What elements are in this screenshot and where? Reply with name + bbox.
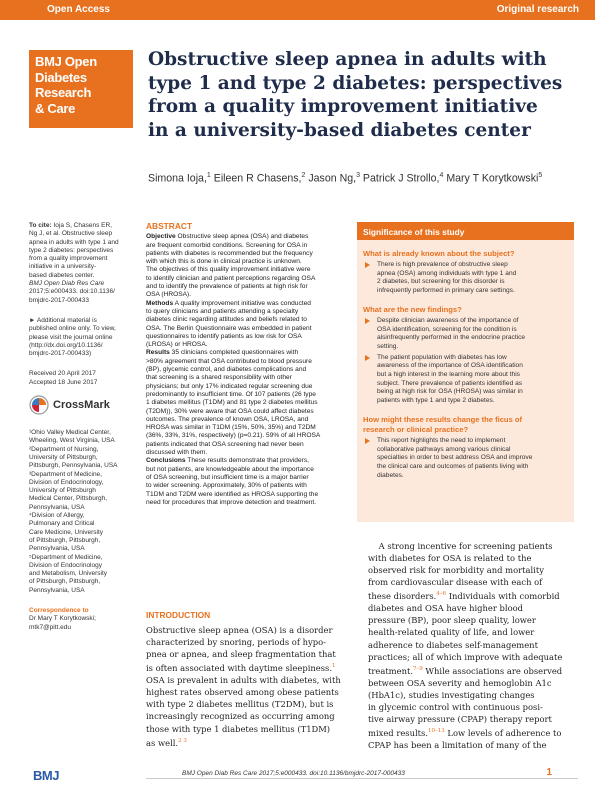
abstract-line: to identify clinician and patient perceptions regarding OSA bbox=[146, 274, 316, 282]
crossmark-badge[interactable] bbox=[29, 395, 135, 415]
affiliation-line: Division of Endocrinology bbox=[29, 561, 102, 569]
received-date: Received 20 April 2017 bbox=[29, 370, 96, 378]
abstract-line: HROSA was similar in T1DM (15%, 50%, 35%) and T2DM bbox=[146, 424, 316, 432]
title-line: Obstructive sleep apnea in adults with bbox=[148, 49, 547, 70]
affiliation-line: Division of Endocrinology, bbox=[29, 478, 104, 486]
abstract-results bbox=[146, 349, 350, 457]
journal-logo-line: BMJ Open bbox=[35, 54, 97, 69]
abstract bbox=[146, 222, 350, 507]
abstract-line: that screening is a shared responsibility with other bbox=[146, 374, 292, 382]
abstract-line: 1 diabetes mellitus (T1DM) and 81 type 2 diabetes mellitus bbox=[146, 399, 318, 407]
additional-material-note bbox=[29, 317, 135, 358]
introduction-heading: INTRODUCTION bbox=[146, 610, 211, 620]
cite-line: bmjdrc-2017-000433 bbox=[29, 296, 89, 304]
abstract-line: OSA. The Berlin Questionnaire was embedded in patient bbox=[146, 324, 312, 332]
reference-mark[interactable]: 2 3 bbox=[178, 737, 187, 744]
affiliation-line: Pittsburgh, Pennsylvania, USA bbox=[29, 462, 118, 470]
abstract-line: The objectives of this quality improvement initiative were bbox=[146, 266, 311, 274]
cite-line: initiative in a university- bbox=[29, 263, 97, 271]
cite-line: BMJ Open Diab Res Care bbox=[29, 280, 105, 288]
affiliation-line: University of Pittsburgh, bbox=[29, 453, 98, 461]
significance-question: How might these results change the ficus of research or clinical practice? bbox=[363, 414, 523, 434]
article-dates bbox=[29, 370, 135, 387]
abstract-line: These results demonstrate that providers, bbox=[185, 457, 309, 465]
abstract-section-label: Methods bbox=[146, 299, 174, 307]
affiliation-line: Wheeling, West Virginia, USA bbox=[29, 437, 115, 445]
abstract-line: (T2DM)), 30% were aware that OSA could affect diabetes bbox=[146, 407, 314, 415]
significance-bullet: The patient population with diabetes has low awareness of the importance of OSA identification but a high interest in the learning more about this subject. There prevalence of patients identified as being at high risk for OSA (HROSA) was similar in patients with type 1 and type 2 diabetes. bbox=[363, 354, 568, 406]
abstract-line: questionnaires to identify patients as low risk for OSA bbox=[146, 332, 302, 340]
affiliation-line: Pennsylvania, USA bbox=[29, 503, 85, 511]
affiliation-line: University of Pittsburgh bbox=[29, 487, 96, 495]
author-name: Mary T Korytkowski bbox=[446, 172, 539, 185]
affiliation-line: ¹Ohio Valley Medical Center, bbox=[29, 429, 111, 437]
affiliation-line: and Metabolism, University bbox=[29, 570, 108, 578]
cite-line: type 2 diabetes: perspectives bbox=[29, 246, 114, 254]
introduction-body: Obstructive sleep apnea (OSA) is a disorder characterized by snoring, periods of hypo- pnea or apnea, and sleep fragmentation that is often associated with daytime sleepiness.$^1$ OSA is prevalent in adults with diabetes, with highest rates observed among obese patients with type 2 diabetes mellitus (T2DM), but is increasingly recognized as occurring among those with type 1 diabetes mellitus (T1DM) as well.$^{2 3}$ bbox=[146, 625, 341, 748]
cite-line: 2017;5:e000433. doi:10.1136/ bbox=[29, 288, 115, 296]
affiliation-line: ³Department of Medicine, bbox=[29, 470, 102, 478]
body-text-right: A strong incentive for screening patients with diabetes for OSA is related to the observed risk for morbidity and mortality from cardiovascular disease with each of these disorders.$^{4-6}$ Individuals with comorbid diabetes and OSA have higher blood pressure (BP), poor sleep quality, lower health-related quality of life, and lower adherence to diabetes self-management practices; all of which improve with adequate treatment.$^{7-9}$ While associations are observed between OSA severity and hemoglobin A1c (HbA1c), studies investigating changes in glycemic control with continuous posi- tive airway pressure (CPAP) therapy report mixed results.$^{10-13}$ Low levels of adherence to CPAP has been a limitation of many of the bbox=[368, 541, 563, 750]
author-affiliation-mark: 3 bbox=[356, 172, 360, 179]
author-name: Patrick J Strollo, bbox=[362, 172, 440, 185]
additional-material-line: ► Additional material is bbox=[29, 316, 97, 324]
article-sidebar bbox=[29, 222, 135, 644]
footer-divider bbox=[146, 778, 578, 779]
author-affiliation-mark: 2 bbox=[301, 172, 306, 179]
abstract-methods bbox=[146, 300, 350, 350]
abstract-line: of OSA screening, but insufficient time is a major barrier bbox=[146, 473, 309, 481]
reference-mark[interactable]: 1 bbox=[332, 663, 336, 670]
abstract-line: diabetes clinic regarding attitudes and beliefs related to bbox=[146, 316, 307, 324]
abstract-line: (LROSA) or HROSA. bbox=[146, 341, 208, 349]
abstract-section-label: Objective bbox=[146, 233, 176, 241]
open-access-label: Open Access bbox=[47, 4, 110, 15]
significance-bullet: This report highlights the need to implement collaborative pathways among various clinical specialties in order to best address OSA and improve the clinical care and outcomes of patients living with diabetes. bbox=[363, 437, 568, 481]
author-name: Jason Ng, bbox=[308, 172, 357, 185]
abstract-line: (36%, 33%, 31%, respectively) (p=0.21). 59% of all HROSA bbox=[146, 432, 321, 440]
bullet-triangle-icon bbox=[365, 355, 370, 361]
abstract-line: but not patients, are knowledgeable about the importance bbox=[146, 465, 314, 473]
top-banner bbox=[0, 0, 595, 20]
author-name: Simona Ioja, bbox=[148, 172, 207, 185]
significance-heading: Significance of this study bbox=[357, 222, 574, 240]
significance-question: What are the new findings? bbox=[363, 304, 462, 314]
abstract-heading: ABSTRACT bbox=[146, 221, 193, 231]
author-affiliation-mark: 4 bbox=[439, 172, 444, 179]
abstract-conclusions bbox=[146, 457, 350, 507]
affiliation-line: ⁴Division of Allergy, bbox=[29, 512, 85, 520]
reference-mark[interactable]: 10–13 bbox=[427, 728, 445, 734]
abstract-line: outcomes. The prevalence of known OSA, LROSA, and bbox=[146, 415, 309, 423]
accepted-date: Accepted 18 June 2017 bbox=[29, 378, 98, 386]
journal-logo-line: Diabetes bbox=[35, 69, 87, 85]
significance-bullet: Despite clinician awareness of the importance of OSA identification, screening for the condition is alsinfrequently performed in the endocrine practice setting. bbox=[363, 317, 568, 352]
abstract-section-label: Conclusions bbox=[146, 457, 186, 465]
affiliation-line: Pennsylvania, USA bbox=[29, 586, 85, 594]
significance-question: What is already known about the subject? bbox=[363, 249, 515, 258]
correspondence bbox=[29, 607, 135, 632]
additional-material-line: please visit the journal online bbox=[29, 333, 113, 341]
abstract-line: to wider screening. Approximately, 30% of patients with bbox=[146, 482, 307, 490]
abstract-line: with which this is done in clinical practice is unknown. bbox=[146, 258, 302, 266]
title-line: type 1 and type 2 diabetes: perspectives bbox=[148, 72, 563, 94]
affiliation-line: Pulmonary and Critical bbox=[29, 520, 95, 528]
correspondence-email-link[interactable]: mtk7@pitt.edu bbox=[29, 623, 72, 631]
title-line: from a quality improvement initiative bbox=[148, 96, 538, 117]
article-type-label: Original research bbox=[496, 4, 579, 15]
significance-box bbox=[357, 222, 574, 522]
abstract-line: Obstructive sleep apnea (OSA) and diabetes bbox=[175, 233, 309, 241]
cite-line: apnea in adults with type 1 and bbox=[29, 238, 119, 246]
footer-citation: BMJ Open Diab Res Care 2017;5:e000433. doi:10.1136/bmjdrc-2017-000433 bbox=[182, 770, 405, 777]
affiliations bbox=[29, 429, 135, 595]
affiliation-line: ²Department of Nursing, bbox=[29, 445, 99, 453]
abstract-line: to query clinicians and patients attending a specialty bbox=[146, 307, 299, 315]
cite-line: from a quality improvement bbox=[29, 255, 108, 263]
title-line: in a university-based diabetes center bbox=[148, 119, 531, 141]
additional-material-link[interactable]: (http://dx.doi.org/10.1136/ bbox=[29, 341, 103, 349]
journal-logo-line: & Care bbox=[35, 100, 76, 116]
abstract-line: patients indicated that OSA screening had never been bbox=[146, 440, 304, 448]
abstract-line: and to identify the prevalence of patients at high risk for bbox=[146, 283, 308, 291]
additional-material-line: bmjdrc-2017-000433) bbox=[29, 350, 92, 358]
cite-line: Ioja S, Chasens ER, bbox=[53, 222, 112, 229]
abstract-line: A quality improvement initiative was conducted bbox=[173, 299, 311, 307]
journal-logo-line: Research bbox=[35, 85, 92, 100]
correspondence-heading: Correspondence to bbox=[29, 606, 89, 614]
abstract-line: >80% agreement that OSA contributed to blood pressure bbox=[146, 357, 312, 365]
abstract-line: are frequent comorbid conditions. Screening for OSA in bbox=[146, 241, 308, 249]
reference-mark[interactable]: 7–9 bbox=[413, 665, 423, 672]
affiliation-line: Pennsylvania, USA bbox=[29, 545, 85, 553]
author-name: Eileen R Chasens, bbox=[213, 172, 302, 185]
significance-bullet: There is high prevalence of obstructive sleep apnea (OSA) among individuals with type 1 and 2 diabetes, but screening for this disorder is infrequently performed in primary care settings. bbox=[363, 261, 568, 296]
abstract-objective bbox=[146, 233, 350, 299]
affiliation-line: Medical Center, Pittsburgh, bbox=[29, 495, 108, 503]
page-number: 1 bbox=[546, 767, 552, 778]
cite-line: Ng J, et al. Obstructive sleep bbox=[29, 230, 113, 238]
cite-line: based diabetes center. bbox=[29, 271, 95, 279]
bullet-triangle-icon bbox=[365, 318, 370, 324]
abstract-line: discussed with them. bbox=[146, 449, 208, 457]
author-affiliation-mark: 1 bbox=[206, 172, 211, 179]
abstract-line: OSA (HROSA). bbox=[146, 291, 192, 299]
abstract-section-label: Results bbox=[146, 349, 170, 357]
affiliation-line: ⁵Department of Medicine, bbox=[29, 553, 103, 561]
cite-label: To cite: bbox=[29, 222, 52, 229]
abstract-line: (BP), glycemic control, and diabetes complications and bbox=[146, 366, 307, 374]
correspondence-name: Dr Mary T Korytkowski; bbox=[29, 615, 96, 623]
bullet-triangle-icon bbox=[365, 438, 370, 444]
bmj-logo: BMJ bbox=[33, 768, 59, 783]
bullet-triangle-icon bbox=[365, 262, 370, 268]
affiliation-line: of Pittsburgh, Pittsburgh, bbox=[29, 578, 101, 586]
additional-material-line: published online only. To view, bbox=[29, 325, 116, 333]
abstract-line: T1DM and T2DM were identified as HROSA supporting the bbox=[146, 490, 319, 498]
abstract-line: patients with diabetes is recommended but the frequency bbox=[146, 249, 313, 257]
crossmark-label: CrossMark bbox=[53, 398, 110, 411]
abstract-line: predominantly to insufficient time. Of 107 patients (26 type bbox=[146, 390, 316, 398]
affiliation-line: of Pittsburgh, Pittsburgh, bbox=[29, 536, 101, 544]
abstract-line: need for procedures that improve detection and treatment. bbox=[146, 498, 317, 506]
abstract-line: physicians; but only 17% indicated regular screening due bbox=[146, 382, 313, 390]
article-title bbox=[148, 48, 578, 142]
author-list bbox=[148, 172, 580, 185]
abstract-line: 35 clinicians completed questionnaires with bbox=[169, 349, 299, 357]
reference-mark[interactable]: 4–6 bbox=[436, 591, 447, 598]
affiliation-line: Care Medicine, University bbox=[29, 528, 104, 536]
cite-block bbox=[29, 222, 135, 305]
journal-logo bbox=[29, 50, 133, 128]
crossmark-icon bbox=[29, 395, 49, 415]
introduction-section bbox=[146, 610, 350, 749]
author-affiliation-mark: 5 bbox=[538, 172, 543, 179]
